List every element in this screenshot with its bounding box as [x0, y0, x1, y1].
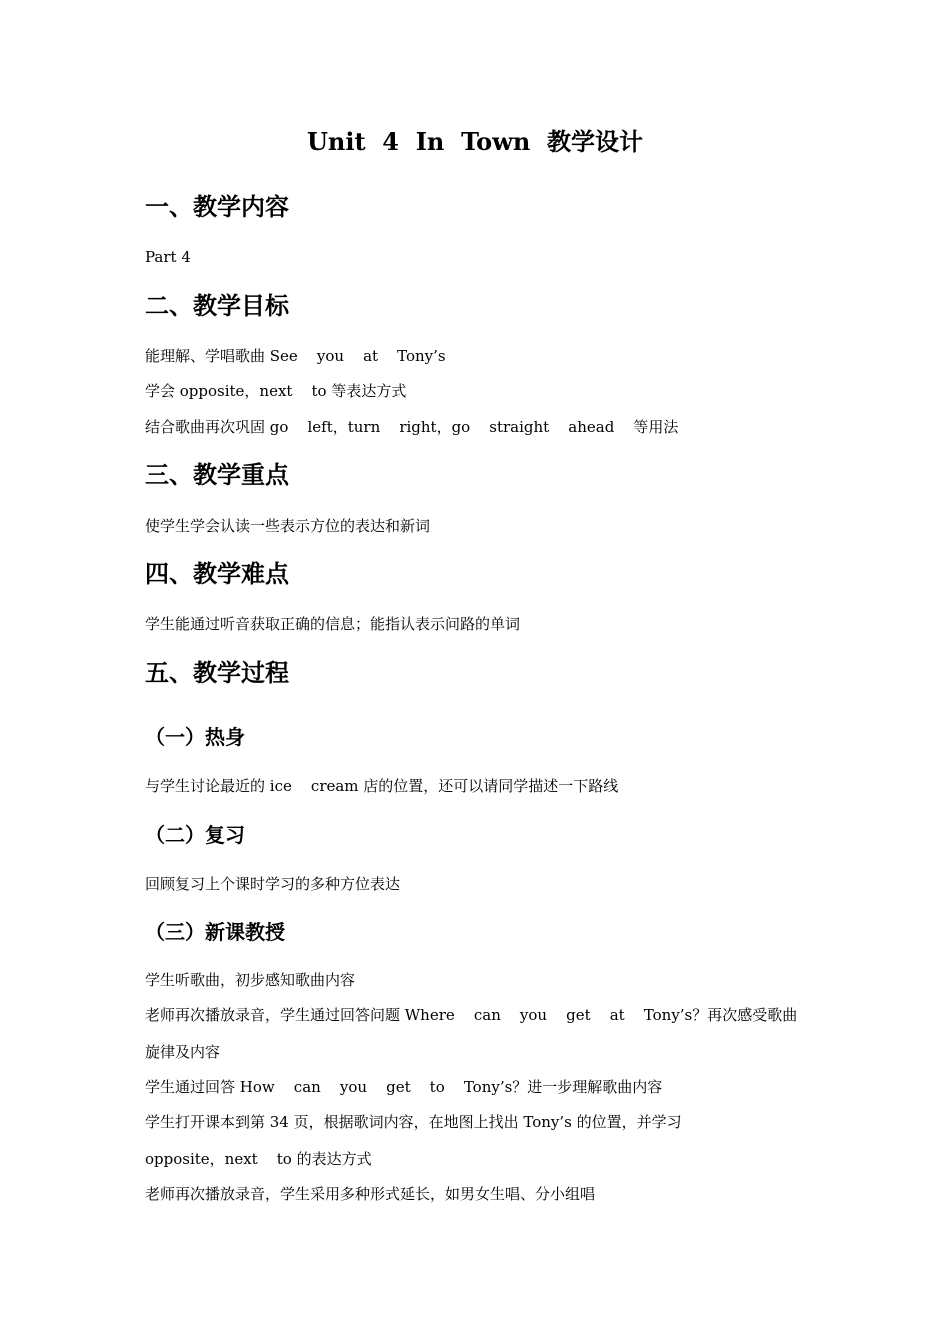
warmup-line: 与学生讨论最近的 ice cream 店的位置，还可以请同学描述一下路线	[145, 777, 619, 795]
review-line: 回顾复习上个课时学习的多种方位表达	[145, 875, 401, 893]
new-lesson-line: 学生打开课本到第 34 页，根据歌词内容，在地图上找出 Tony’s 的位置，并学习	[145, 1113, 682, 1131]
objective-line: 能理解、学唱歌曲 See you at Tony’s	[145, 347, 446, 365]
section-heading-process: 五、教学过程	[145, 658, 289, 687]
subsection-heading-warmup: （一）热身	[145, 725, 245, 749]
subsection-heading-review: （二）复习	[145, 823, 245, 847]
section-heading-difficulties: 四、教学难点	[145, 559, 289, 588]
new-lesson-line: 老师再次播放录音，学生通过回答问题 Where can you get at Tony’s？再次感受歌曲	[145, 1006, 798, 1024]
new-lesson-line: 学生听歌曲，初步感知歌曲内容	[145, 971, 356, 989]
document-title: Unit 4 In Town 教学设计	[306, 127, 644, 156]
new-lesson-line: 学生通过回答 How can you get to Tony’s？进一步理解歌曲内容	[145, 1078, 663, 1096]
section-heading-content: 一、教学内容	[145, 192, 289, 221]
new-lesson-line: 旋律及内容	[145, 1043, 221, 1061]
section-heading-objectives: 二、教学目标	[145, 291, 289, 320]
objective-line: 结合歌曲再次巩固 go left，turn right，go straight ahead 等用法	[145, 418, 679, 436]
new-lesson-line: opposite，next to 的表达方式	[145, 1150, 372, 1168]
subsection-heading-new-lesson: （三）新课教授	[145, 920, 285, 944]
difficulty-line: 学生能通过听音获取正确的信息；能指认表示问路的单词	[145, 615, 521, 633]
section-heading-key-points: 三、教学重点	[145, 460, 289, 489]
key-point-line: 使学生学会认读一些表示方位的表达和新词	[145, 517, 431, 535]
objective-line: 学会 opposite，next to 等表达方式	[145, 382, 407, 400]
new-lesson-line: 老师再次播放录音，学生采用多种形式延长，如男女生唱、分小组唱	[145, 1185, 596, 1203]
content-line: Part 4	[145, 248, 191, 266]
